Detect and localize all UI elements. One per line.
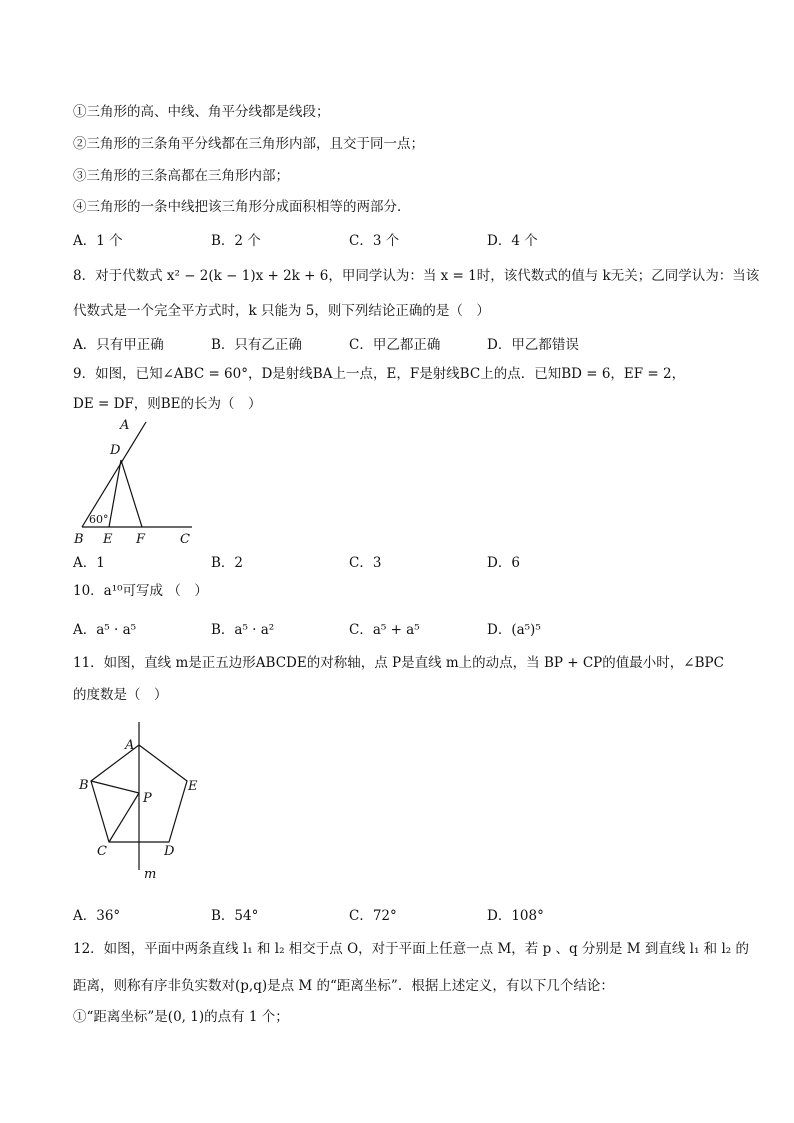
q10-option-c[interactable]: C．a⁵ + a⁵ [349, 622, 420, 638]
q9-option-c[interactable]: C．3 [349, 555, 382, 571]
label-d: D [164, 844, 175, 859]
label-c: C [180, 532, 190, 546]
label-e: E [103, 532, 113, 546]
q9-option-a[interactable]: A．1 [73, 555, 105, 571]
q8-options [73, 333, 723, 351]
q7-option-c[interactable]: C．3 个 [349, 233, 400, 249]
statement-4: ④三角形的一条中线把该三角形分成面积相等的两部分． [73, 199, 411, 215]
q12-stem-line1: 12．如图，平面中两条直线 l₁ 和 l₂ 相交于点 O，对于平面上任意一点 M，若 p 、q 分别是 M 到直线 l₁ 和 l₂ 的 [73, 941, 749, 957]
label-angle-60: 60° [89, 513, 109, 526]
q7-options [73, 229, 723, 247]
q10-options [73, 618, 723, 636]
q7-option-b[interactable]: B．2 个 [211, 233, 261, 249]
q10-option-a[interactable]: A．a⁵ · a⁵ [73, 622, 137, 638]
label-b: B [74, 532, 84, 546]
label-p: P [143, 791, 152, 806]
q11-options [73, 904, 723, 922]
q12-stem-line2: 距离，则称有序非负实数对(p,q)是点 M 的“距离坐标”．根据上述定义，有以下几个结论： [73, 978, 614, 994]
q8-option-c[interactable]: C．甲乙都正确 [349, 337, 441, 353]
q8-option-a[interactable]: A．只有甲正确 [73, 337, 164, 353]
label-f: F [136, 532, 146, 546]
q11-option-a[interactable]: A．36° [73, 908, 121, 924]
q10-option-b[interactable]: B．a⁵ · a² [211, 622, 275, 638]
segment-df [121, 460, 142, 527]
q11-stem-line1: 11．如图，直线 m是正五边形ABCDE的对称轴，点 P是直线 m上的动点，当 BP + CP的值最小时，∠BPC [73, 655, 724, 671]
ray-ba [82, 422, 146, 527]
segment-de [109, 460, 121, 527]
q11-option-d[interactable]: D．108° [487, 908, 544, 924]
statement-3: ③三角形的三条高都在三角形内部； [73, 168, 289, 184]
q8-option-d[interactable]: D．甲乙都错误 [487, 337, 579, 353]
label-d: D [110, 443, 121, 458]
label-a: A [120, 418, 130, 433]
q8-option-b[interactable]: B．只有乙正确 [211, 337, 302, 353]
q7-option-a[interactable]: A．1 个 [73, 233, 123, 249]
q11-figure [70, 718, 210, 888]
q10-stem: 10．a¹⁰可写成 （ ） [73, 583, 208, 599]
segment-cp [109, 793, 139, 842]
segment-bp [91, 781, 139, 793]
q7-option-d[interactable]: D．4 个 [487, 233, 538, 249]
label-e: E [188, 779, 198, 794]
q8-stem-line1: 8．对于代数式 x² − 2(k − 1)x + 2k + 6，甲同学认为：当 x = 1时，该代数式的值与 k无关；乙同学认为：当该 [73, 268, 760, 284]
q11-option-c[interactable]: C．72° [349, 908, 397, 924]
q9-options [73, 551, 723, 569]
label-a: A [125, 738, 135, 753]
q12-statement-1: ①“距离坐标”是(0, 1)的点有 1 个； [73, 1009, 289, 1025]
label-b: B [79, 778, 89, 793]
q9-option-d[interactable]: D．6 [487, 555, 520, 571]
q9-stem-line2: DE = DF，则BE的长为（ ） [73, 396, 262, 412]
q9-figure [70, 416, 200, 546]
statement-1: ①三角形的高、中线、角平分线都是线段； [73, 104, 330, 120]
q8-stem-line2: 代数式是一个完全平方式时，k 只能为 5，则下列结论正确的是（ ） [73, 303, 490, 319]
label-c: C [97, 844, 107, 859]
q10-option-d[interactable]: D．(a⁵)⁵ [487, 622, 541, 638]
q9-option-b[interactable]: B．2 [211, 555, 244, 571]
q11-option-b[interactable]: B．54° [211, 908, 259, 924]
q9-stem-line1: 9．如图，已知∠ABC = 60°，D是射线BA上一点，E，F是射线BC上的点．已知BD = 6，EF = 2， [73, 366, 686, 382]
label-m: m [144, 867, 157, 882]
statement-2: ②三角形的三条角平分线都在三角形内部，且交于同一点； [73, 136, 424, 152]
q11-stem-line2: 的度数是（ ） [73, 687, 168, 703]
